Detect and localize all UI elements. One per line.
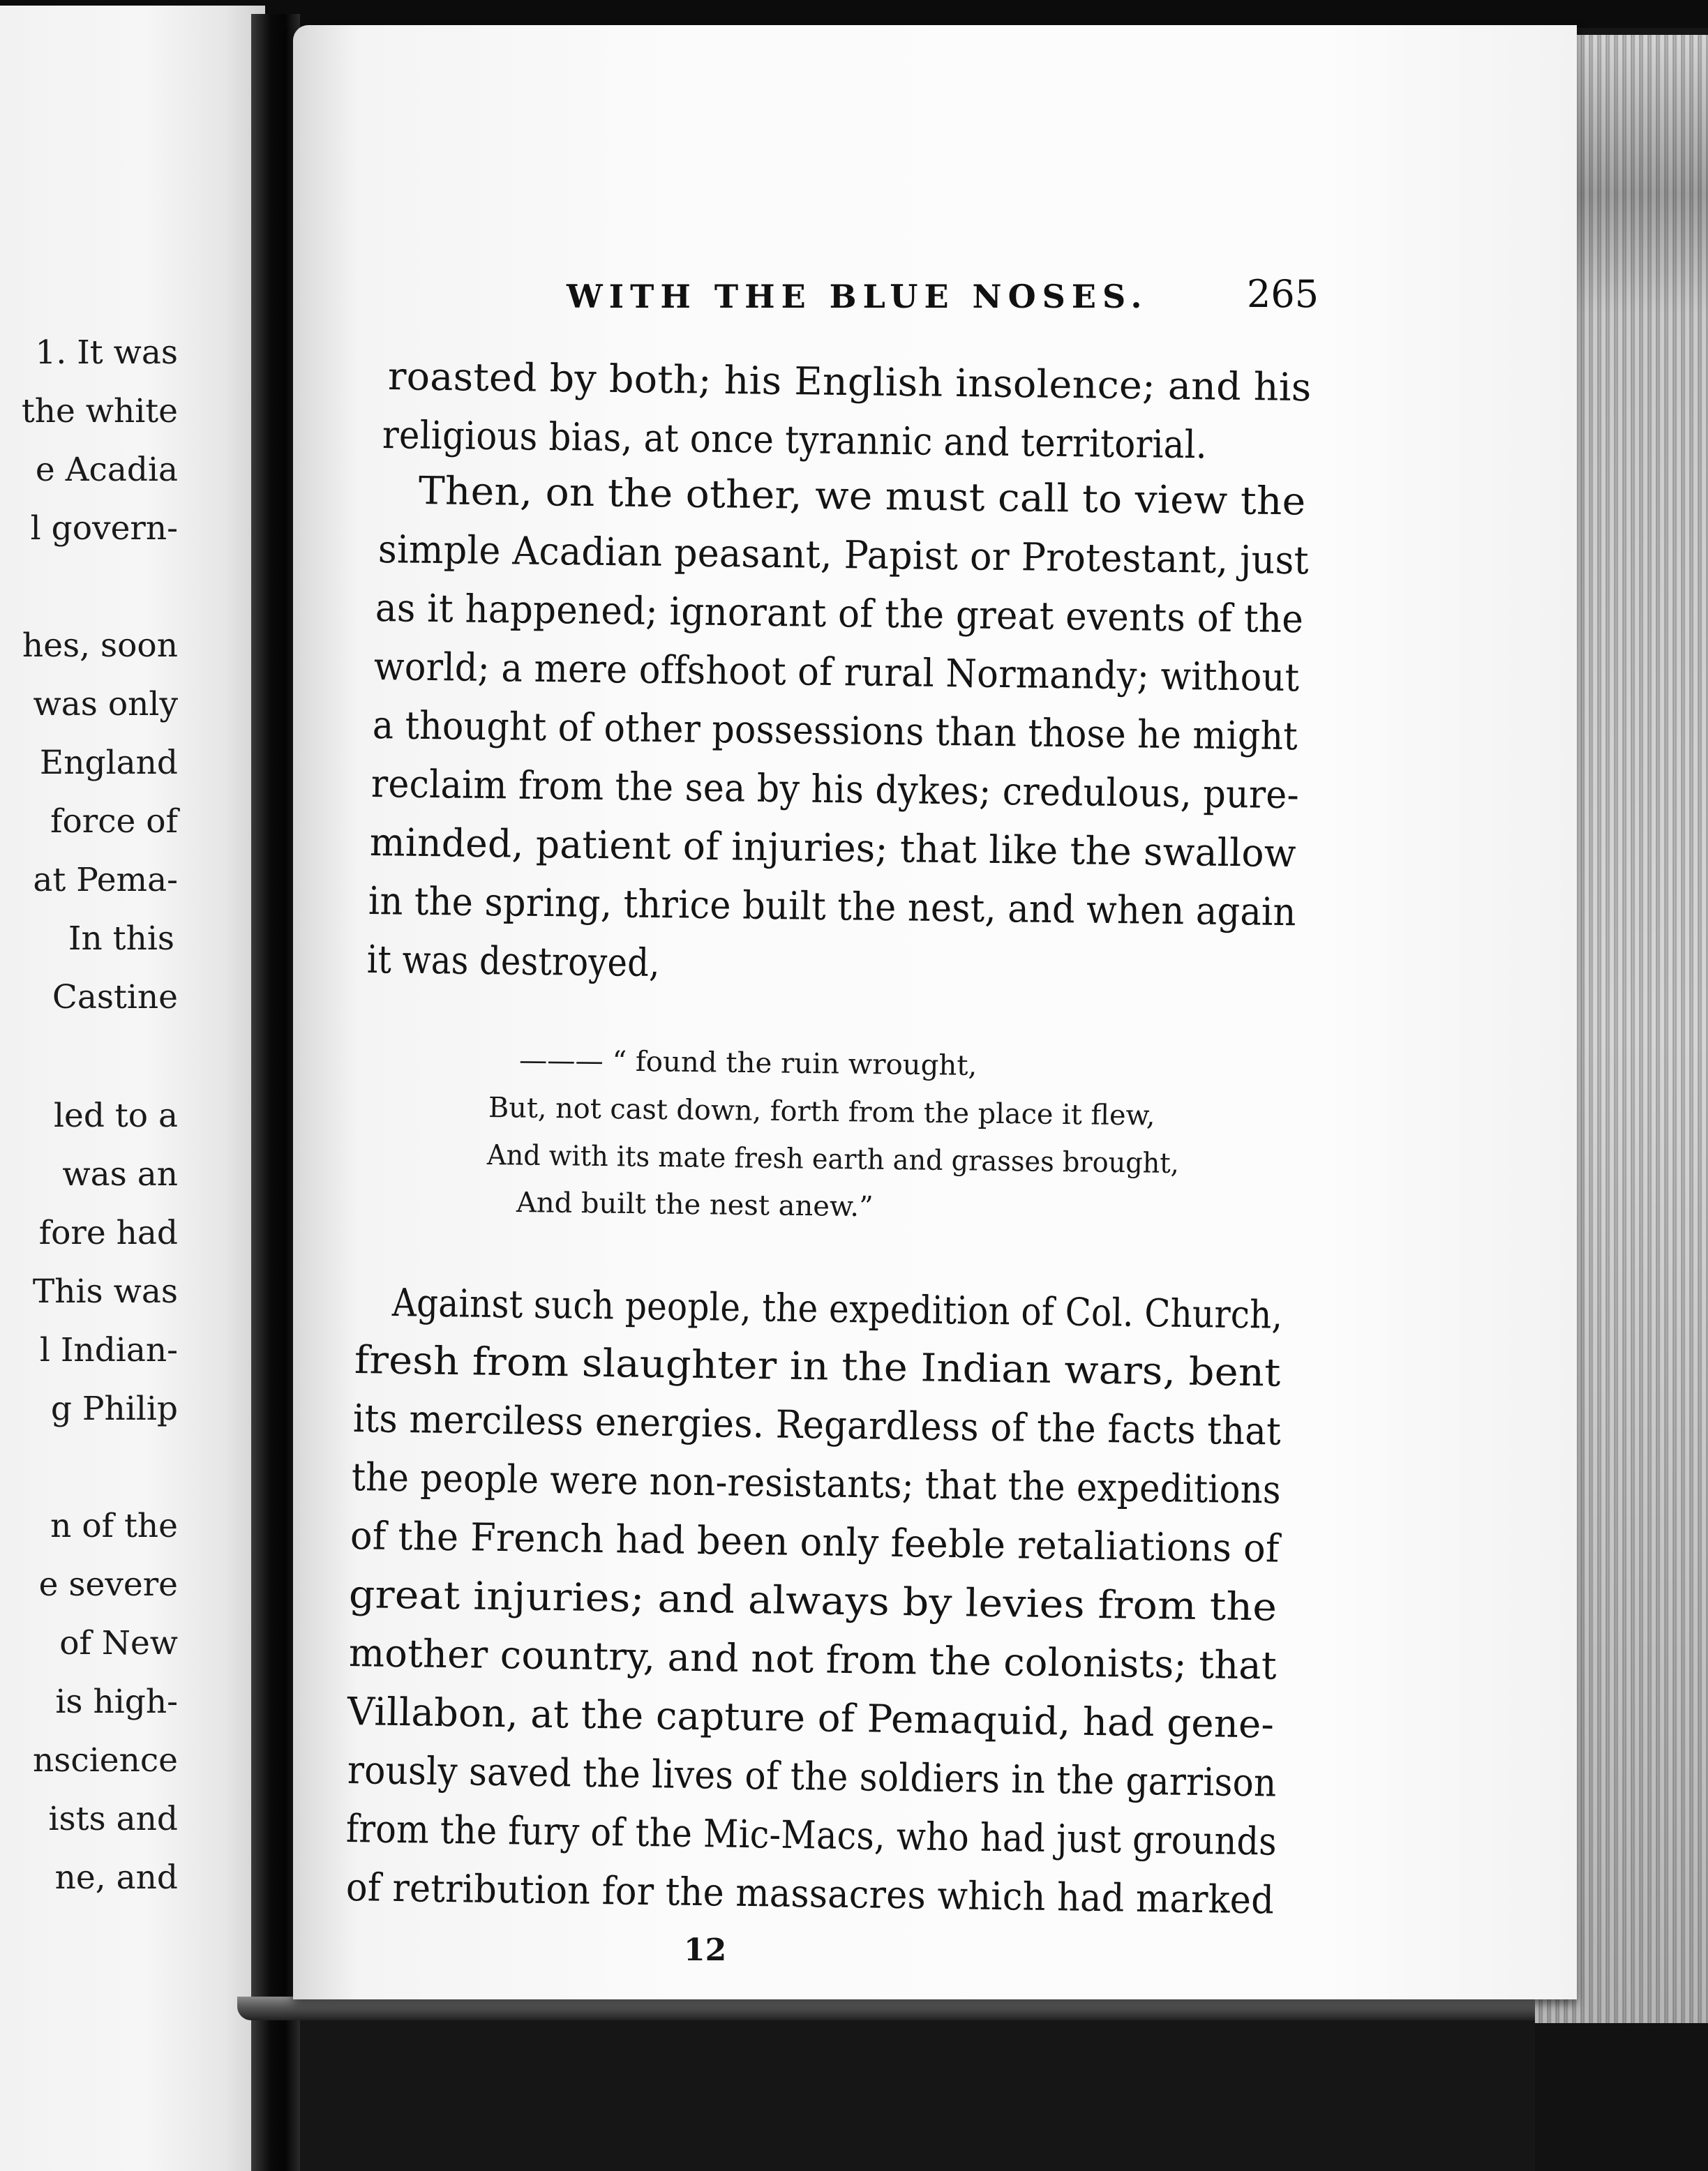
body-text-line: from the fury of the Mic-Macs, who had just grounds bbox=[345, 1806, 1278, 1864]
left-page-line-fragment: In this bbox=[68, 919, 174, 958]
verse-line: And with its mate fresh earth and grasses brought, bbox=[486, 1139, 1180, 1180]
body-text-line: reclaim from the sea by his dykes; credulous, pure- bbox=[370, 761, 1300, 818]
body-text-line: it was destroyed, bbox=[366, 937, 661, 986]
left-page-line-fragment: e Acadia bbox=[35, 451, 178, 489]
left-page-line-fragment: nscience bbox=[33, 1741, 178, 1780]
body-text-line: fresh from slaughter in the Indian wars, bent bbox=[354, 1337, 1281, 1395]
left-page-line-fragment: l Indian- bbox=[39, 1331, 178, 1369]
body-text-line: Then, on the other, we must call to view the bbox=[418, 468, 1306, 524]
body-text-line: minded, patient of injuries; that like the swallow bbox=[369, 820, 1297, 876]
body-text-line: roasted by both; his English insolence; and his bbox=[387, 354, 1312, 410]
body-text-line: mother country, and not from the colonists; that bbox=[348, 1630, 1278, 1688]
body-text-line: world; a mere offshoot of rural Normandy; without bbox=[373, 644, 1300, 700]
left-page-line-fragment: hes, soon bbox=[22, 626, 178, 665]
left-page bbox=[0, 6, 265, 2171]
page-bottom-edge bbox=[237, 1997, 1577, 2020]
body-text-line: great injuries; and always by levies from the bbox=[348, 1572, 1278, 1630]
signature-mark: 12 bbox=[684, 1932, 727, 1968]
left-page-line-fragment: ne, and bbox=[54, 1858, 178, 1897]
left-page-line-fragment: e severe bbox=[38, 1565, 178, 1604]
left-page-line-fragment: force of bbox=[50, 802, 178, 841]
body-text-line: Against such people, the expedition of Col. Church, bbox=[391, 1280, 1283, 1337]
verse-line: But, not cast down, forth from the place it flew, bbox=[488, 1092, 1155, 1132]
left-page-line-fragment: This was bbox=[32, 1272, 178, 1311]
verse-line: And built the nest anew.” bbox=[516, 1187, 874, 1224]
left-page-line-fragment: l govern- bbox=[30, 509, 178, 548]
left-page-line-fragment: n of the bbox=[50, 1507, 178, 1545]
left-page-line-fragment: Castine bbox=[52, 978, 178, 1016]
scan-bottom-right-border bbox=[1535, 2023, 1708, 2171]
body-text-line: in the spring, thrice built the nest, and when again bbox=[368, 878, 1297, 935]
body-text-line: rously saved the lives of the soldiers in the garrison bbox=[347, 1748, 1277, 1805]
left-page-line-fragment: at Pema- bbox=[33, 861, 178, 899]
left-page-line-fragment: was only bbox=[33, 685, 178, 723]
body-text-line: its merciless energies. Regardless of the facts that bbox=[352, 1396, 1282, 1454]
page-number: 265 bbox=[1247, 272, 1319, 316]
left-page-line-fragment: fore had bbox=[38, 1214, 178, 1252]
body-text-line: of retribution for the massacres which had marked bbox=[345, 1865, 1275, 1923]
body-text-line: religious bias, at once tyrannic and territorial. bbox=[382, 412, 1208, 467]
left-page-line-fragment: England bbox=[39, 744, 178, 782]
body-text-line: simple Acadian peasant, Papist or Protestant, just bbox=[377, 527, 1310, 583]
left-page-line-fragment: was an bbox=[62, 1155, 178, 1194]
left-page-line-fragment: of New bbox=[59, 1624, 178, 1662]
left-page-line-fragment: is high- bbox=[55, 1683, 178, 1721]
left-page-line-fragment: the white bbox=[21, 392, 178, 430]
body-text-line: Villabon, at the capture of Pemaquid, had gene- bbox=[347, 1689, 1275, 1747]
body-text-line: the people were non-resistants; that the expeditions bbox=[351, 1455, 1282, 1512]
left-page-line-fragment: ists and bbox=[48, 1800, 178, 1838]
body-text-line: a thought of other possessions than those he might bbox=[372, 703, 1298, 759]
left-page-line-fragment: led to a bbox=[53, 1097, 178, 1135]
body-text-line: as it happened; ignorant of the great events of the bbox=[375, 585, 1304, 642]
left-page-line-fragment: 1. It was bbox=[35, 333, 178, 372]
running-head: WITH THE BLUE NOSES. bbox=[567, 278, 1148, 315]
left-page-line-fragment: g Philip bbox=[50, 1390, 178, 1428]
verse-line: ——— “ found the ruin wrought, bbox=[518, 1044, 977, 1083]
body-text-line: of the French had been only feeble retaliations of bbox=[350, 1513, 1280, 1571]
